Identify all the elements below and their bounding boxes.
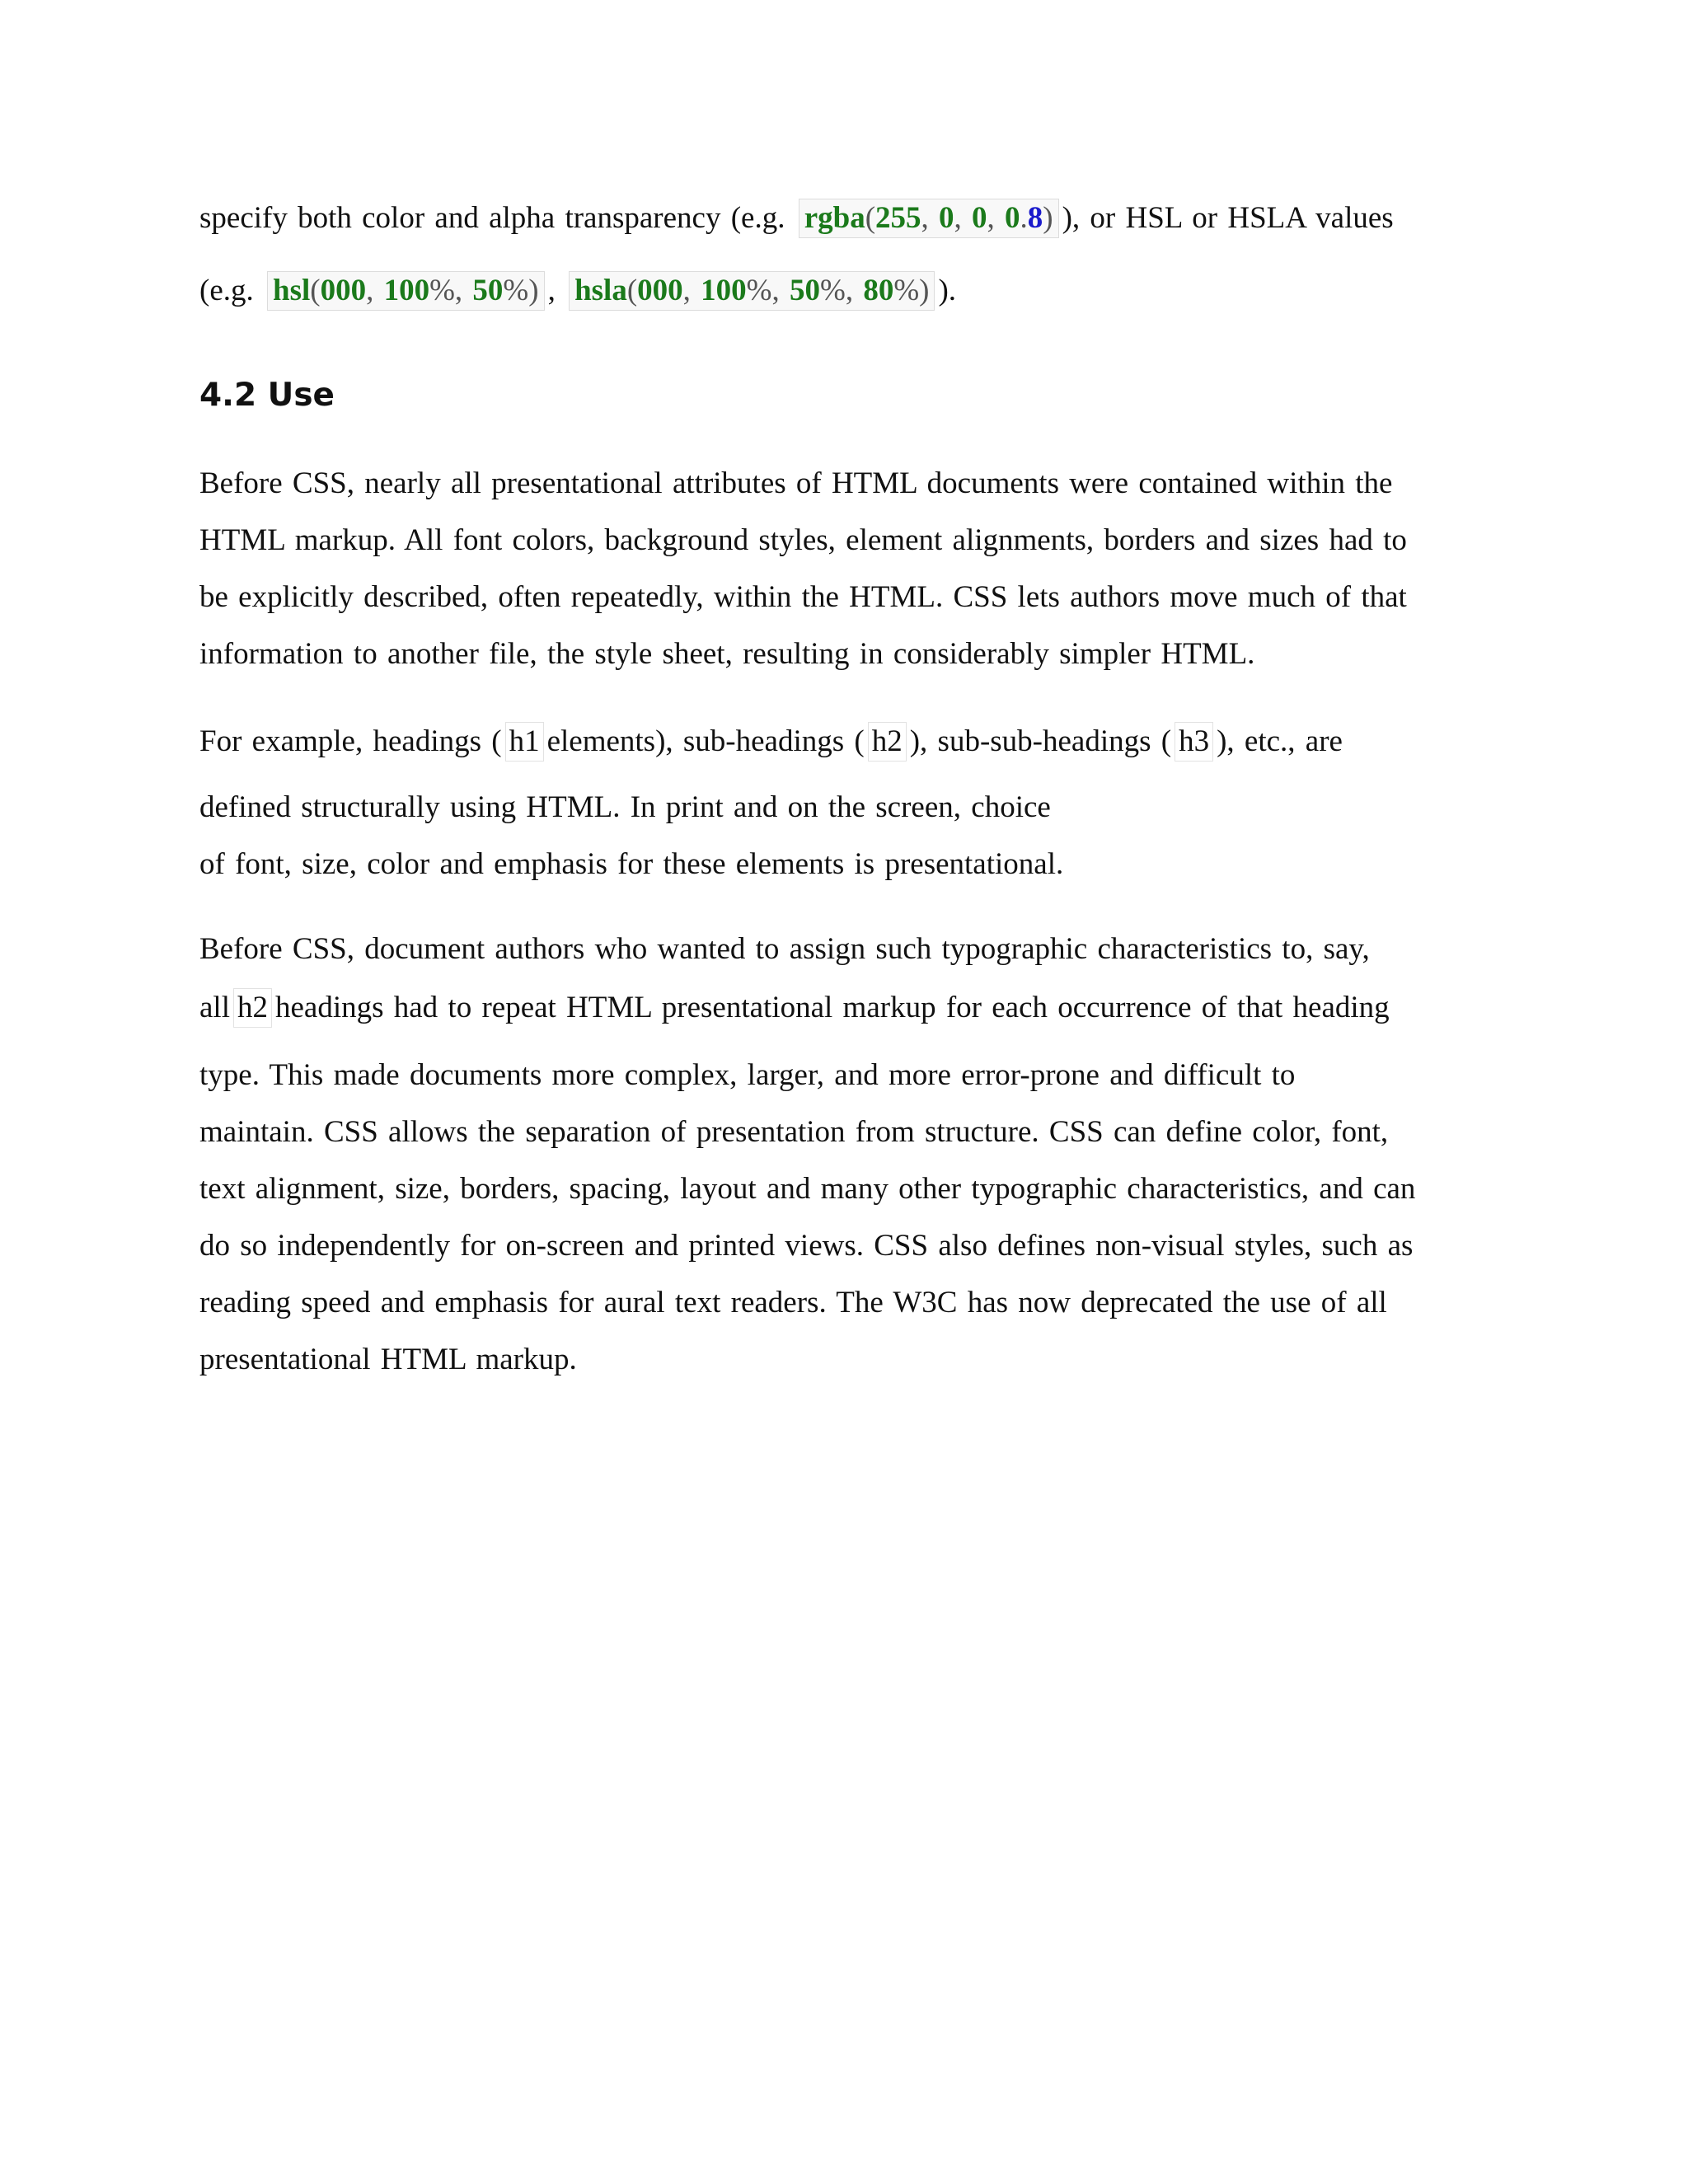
intro-line-1 [199, 198, 1394, 239]
intro-text-end: ), or HSL or HSLA values [1062, 201, 1394, 235]
para2-line-3: of font, size, color and emphasis for these elements is presentational. [199, 847, 1064, 881]
para3-line-8: presentational HTML markup. [199, 1343, 577, 1376]
para3-line-2: all h2 headings had to repeat HTML presentational markup for each occurrence of that heading [199, 987, 1390, 1029]
code-rgba-example: rgba(255, 0, 0, 0.8) [799, 199, 1059, 238]
code-h1: h1 [505, 722, 544, 762]
intro-comma: , [547, 274, 556, 307]
intro-text-start: specify both color and alpha transparency (e.g. [199, 201, 785, 235]
para3-line-3: type. This made documents more complex, larger, and more error-prone and difficult to [199, 1058, 1296, 1092]
para2-line-1: For example, headings ( h1 elements), sub-headings ( h2 ), sub-sub-headings ( h3 ), etc., are [199, 721, 1343, 762]
para3-line-1: Before CSS, document authors who wanted to assign such typographic characteristics to, say, [199, 932, 1370, 966]
code-hsla-example: hsla(000, 100%, 50%, 80%) [569, 271, 935, 311]
para3-line-6: do so independently for on-screen and printed views. CSS also defines non-visual styles, such as [199, 1229, 1414, 1263]
para3-line-5: text alignment, size, borders, spacing, layout and many other typographic characteristics, and can [199, 1172, 1416, 1206]
para1-line-2: HTML markup. All font colors, background styles, element alignments, borders and sizes had to [199, 523, 1407, 557]
code-h2-inline: h2 [233, 988, 272, 1028]
code-h2: h2 [868, 722, 907, 762]
code-hsl-example: hsl(000, 100%, 50%) [267, 271, 545, 311]
para1-line-4: information to another file, the style sheet, resulting in considerably simpler HTML. [199, 637, 1255, 671]
para2-line-2: defined structurally using HTML. In print and on the screen, choice [199, 790, 1051, 824]
code-h3: h3 [1175, 722, 1213, 762]
section-heading: 4.2 Use [199, 377, 335, 414]
para3-line-4: maintain. CSS allows the separation of presentation from structure. CSS can define color, font, [199, 1115, 1389, 1149]
intro-text-eg: (e.g. [199, 274, 254, 307]
intro-text-end-2: ). [938, 274, 957, 307]
para3-line-7: reading speed and emphasis for aural text readers. The W3C has now deprecated the use of all [199, 1286, 1387, 1319]
intro-line-2 [199, 270, 956, 312]
para1-line-1: Before CSS, nearly all presentational attributes of HTML documents were contained within the [199, 466, 1393, 500]
para1-line-3: be explicitly described, often repeatedly, within the HTML. CSS lets authors move much of that [199, 580, 1407, 614]
